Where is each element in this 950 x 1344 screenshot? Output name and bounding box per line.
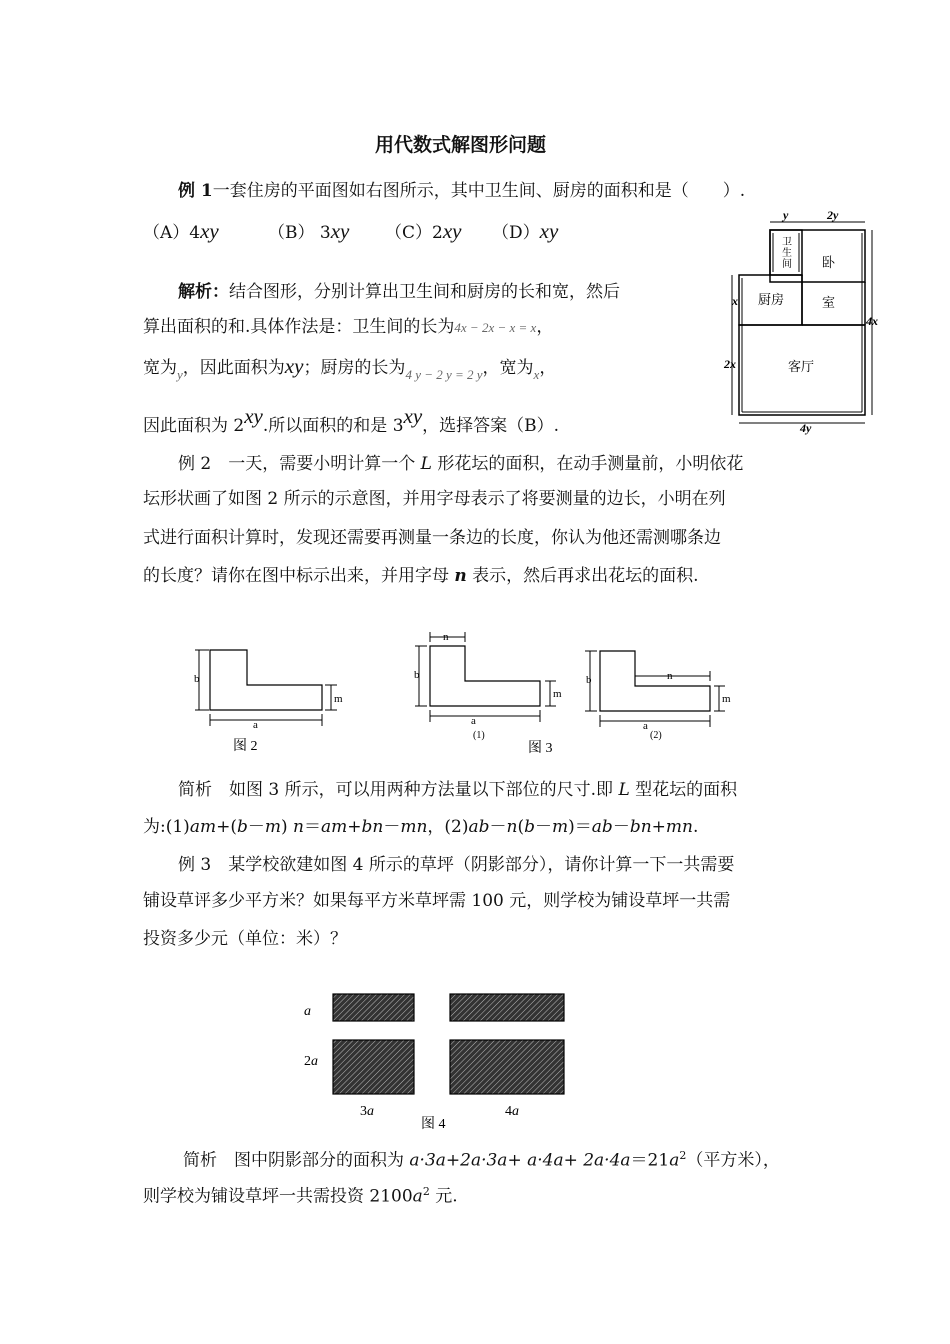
text: + xyxy=(347,817,362,837)
solution-text: ， xyxy=(539,358,557,378)
text: ＝ xyxy=(303,817,321,837)
math-expr: 4 y − 2 y = 2 y xyxy=(405,367,483,382)
dim-a-label: a xyxy=(253,719,258,731)
dim-y-label: y xyxy=(783,208,789,222)
solution-text: 算出面积的和.具体作法是：卫生间的长为 xyxy=(143,317,455,337)
math-var: bn+mn xyxy=(629,817,693,837)
kitchen-label: 厨房 xyxy=(758,292,785,307)
bathroom-label: 间 xyxy=(782,259,792,270)
text: － xyxy=(489,817,507,837)
text: － xyxy=(535,817,553,837)
col-3a-label: 3a xyxy=(360,1104,374,1119)
math-expr: x xyxy=(533,367,540,382)
math-var: mn xyxy=(400,817,428,837)
math-var: a xyxy=(412,1186,423,1207)
ex2-answer-line1 xyxy=(178,780,737,800)
dim-m-label: m xyxy=(553,688,562,700)
figure-2 xyxy=(185,640,345,760)
option-label: （A）4 xyxy=(143,223,201,243)
figure-2-caption: 图 2 xyxy=(233,739,258,754)
ex1-question xyxy=(178,181,745,201)
solution-text: .所以面积的和是 3 xyxy=(262,416,404,436)
dim-4x-label: 4x xyxy=(866,314,878,328)
ex1-option-a xyxy=(143,221,219,243)
ex3-line2: 铺设草评多少平方米？如果每平方米草坪需 100 元，则学校为铺设草坪一共需 xyxy=(143,891,731,911)
dim-a-label: a xyxy=(471,715,476,727)
ex1-question-text: 一套住房的平面图如右图所示，其中卫生间、厨房的面积和是（ ）. xyxy=(212,181,746,201)
col-4a-label: 4a xyxy=(505,1104,519,1119)
sub-figure-1-label: (1) xyxy=(473,730,485,741)
text: )＝ xyxy=(568,817,592,837)
exponent: 2 xyxy=(422,1185,430,1198)
solution-text: 宽为 xyxy=(143,358,177,378)
figure-4 xyxy=(295,985,585,1135)
bathroom-label: 卫 xyxy=(782,237,792,248)
math-var: ab xyxy=(468,817,490,837)
text: ，(2) xyxy=(427,817,469,837)
ex2-line2: 坛形状画了如图 2 所示的示意图，并用字母表示了将要测量的边长，小明在列 xyxy=(143,489,726,509)
math-var: L xyxy=(618,780,630,800)
text: － xyxy=(612,817,630,837)
math-expr: xy xyxy=(403,404,423,428)
sub-figure-2-label: (2) xyxy=(650,730,662,741)
lawn-2a-3a xyxy=(333,1040,414,1094)
math-var: n xyxy=(454,566,467,586)
bedroom-label: 室 xyxy=(822,295,836,310)
ex1-solution-line3 xyxy=(143,354,557,382)
math-var: am xyxy=(189,817,217,837)
dim-4y-label: 4y xyxy=(800,421,812,435)
option-expr: xy xyxy=(442,219,462,243)
page-title: 用代数式解图形问题 xyxy=(375,134,547,156)
row-a-label: a xyxy=(304,1004,311,1019)
option-expr: xy xyxy=(330,219,350,243)
text: ＝21 xyxy=(630,1150,670,1171)
lawn-a-4a xyxy=(450,994,564,1021)
solution-text: ，因此面积为 xyxy=(182,358,285,378)
solution-text: 因此面积为 2 xyxy=(143,416,245,436)
ex1-solution-line2 xyxy=(143,317,553,338)
text: 则学校为铺设草坪一共需投资 2100 xyxy=(143,1186,413,1207)
math-var: b xyxy=(524,817,536,837)
solution-text: ， xyxy=(536,317,554,337)
math-expr: a·3a+2a·3a+ a·4a+ 2a·4a xyxy=(409,1150,631,1171)
dim-m-label: m xyxy=(334,693,343,705)
solution-label: 解析： xyxy=(178,282,229,302)
text: － xyxy=(383,817,401,837)
option-expr: xy xyxy=(539,219,559,243)
text: － xyxy=(247,817,265,837)
ex1-solution-line4 xyxy=(143,404,560,436)
text: 例 2 一天，需要小明计算一个 xyxy=(178,454,421,474)
ex2-answer-line2 xyxy=(143,817,698,837)
lawn-2a-4a xyxy=(450,1040,564,1094)
ex2-line1 xyxy=(178,454,743,474)
dim-n-label: n xyxy=(443,631,449,643)
math-var: ab xyxy=(591,817,613,837)
living-room-label: 客厅 xyxy=(788,359,815,374)
floor-plan-figure xyxy=(720,205,890,440)
lawn-a-3a xyxy=(333,994,414,1021)
math-var: b xyxy=(236,817,248,837)
solution-text: 结合图形，分别计算出卫生间和厨房的长和宽，然后 xyxy=(229,282,620,302)
math-var: m xyxy=(552,817,569,837)
math-expr: y xyxy=(177,367,183,382)
dim-2x-label: 2x xyxy=(724,357,736,371)
text: （平方米）， xyxy=(686,1150,780,1171)
figure-3-caption: 图 3 xyxy=(528,741,553,756)
ex1-solution-line1 xyxy=(178,282,620,302)
option-label: （D） xyxy=(492,223,540,243)
option-expr: xy xyxy=(200,219,219,243)
ex2-line3: 式进行面积计算时，发现还需要再测量一条边的长度，你认为他还需测哪条边 xyxy=(143,528,721,548)
math-expr: xy xyxy=(284,354,304,378)
ex3-line1: 例 3 某学校欲建如图 4 所示的草坪（阴影部分），请你计算一下一共需要 xyxy=(178,855,735,875)
figure-4-caption: 图 4 xyxy=(421,1117,446,1132)
dim-a-label: a xyxy=(643,720,648,732)
math-var: a xyxy=(669,1150,680,1171)
text: ( xyxy=(517,817,525,837)
row-2a-label: 2a xyxy=(304,1054,318,1069)
ex2-line4 xyxy=(143,566,699,586)
text: 表示，然后再求出花坛的面积. xyxy=(466,566,699,586)
bathroom-label: 生 xyxy=(782,248,792,259)
dim-b-label: b xyxy=(414,669,420,681)
text: 形花坛的面积，在动手测量前，小明依花 xyxy=(431,454,744,474)
math-expr: 4x − 2x − x = x xyxy=(454,320,537,335)
ex1-option-b xyxy=(268,221,349,243)
text: 简析 图中阴影部分的面积为 xyxy=(183,1150,410,1171)
dim-x-label: x xyxy=(732,294,738,308)
math-var: am xyxy=(320,817,348,837)
text: 的长度？请你在图中标示出来，并用字母 xyxy=(143,566,455,586)
dim-b-label: b xyxy=(194,673,200,685)
text: 简析 如图 3 所示，可以用两种方法量以下部位的尺寸.即 xyxy=(178,780,619,800)
dim-b-label: b xyxy=(586,674,592,686)
dim-2y-label: 2y xyxy=(827,208,839,222)
ex3-line3: 投资多少元（单位：米）？ xyxy=(143,929,347,949)
text: 型花坛的面积 xyxy=(629,780,738,800)
exponent: 2 xyxy=(679,1149,687,1162)
ex1-label: 例 1 xyxy=(178,181,213,201)
text: 为:(1) xyxy=(143,817,190,837)
math-var: L xyxy=(420,454,432,474)
math-var: m xyxy=(264,817,281,837)
math-var: bn xyxy=(361,817,384,837)
option-label: （B） 3 xyxy=(268,223,331,243)
text: 元. xyxy=(429,1186,458,1207)
text: +( xyxy=(216,817,237,837)
math-expr: xy xyxy=(244,404,263,428)
solution-text: ，选择答案（B）. xyxy=(422,416,560,436)
dim-m-label: m xyxy=(722,693,731,705)
option-label: （C）2 xyxy=(385,223,443,243)
solution-text: ；厨房的长为 xyxy=(303,358,406,378)
math-var: n xyxy=(293,817,304,837)
solution-text: ，宽为 xyxy=(482,358,534,378)
ex3-answer-line1 xyxy=(183,1146,780,1171)
ex3-answer-line2 xyxy=(143,1182,458,1207)
dim-n-label: n xyxy=(667,670,673,682)
math-var: n xyxy=(506,817,518,837)
ex1-option-d xyxy=(492,221,558,243)
bedroom-label: 卧 xyxy=(822,255,836,270)
text: ) xyxy=(280,817,294,837)
text: . xyxy=(692,817,699,837)
ex1-option-c xyxy=(385,221,461,243)
figure-3 xyxy=(405,628,745,763)
